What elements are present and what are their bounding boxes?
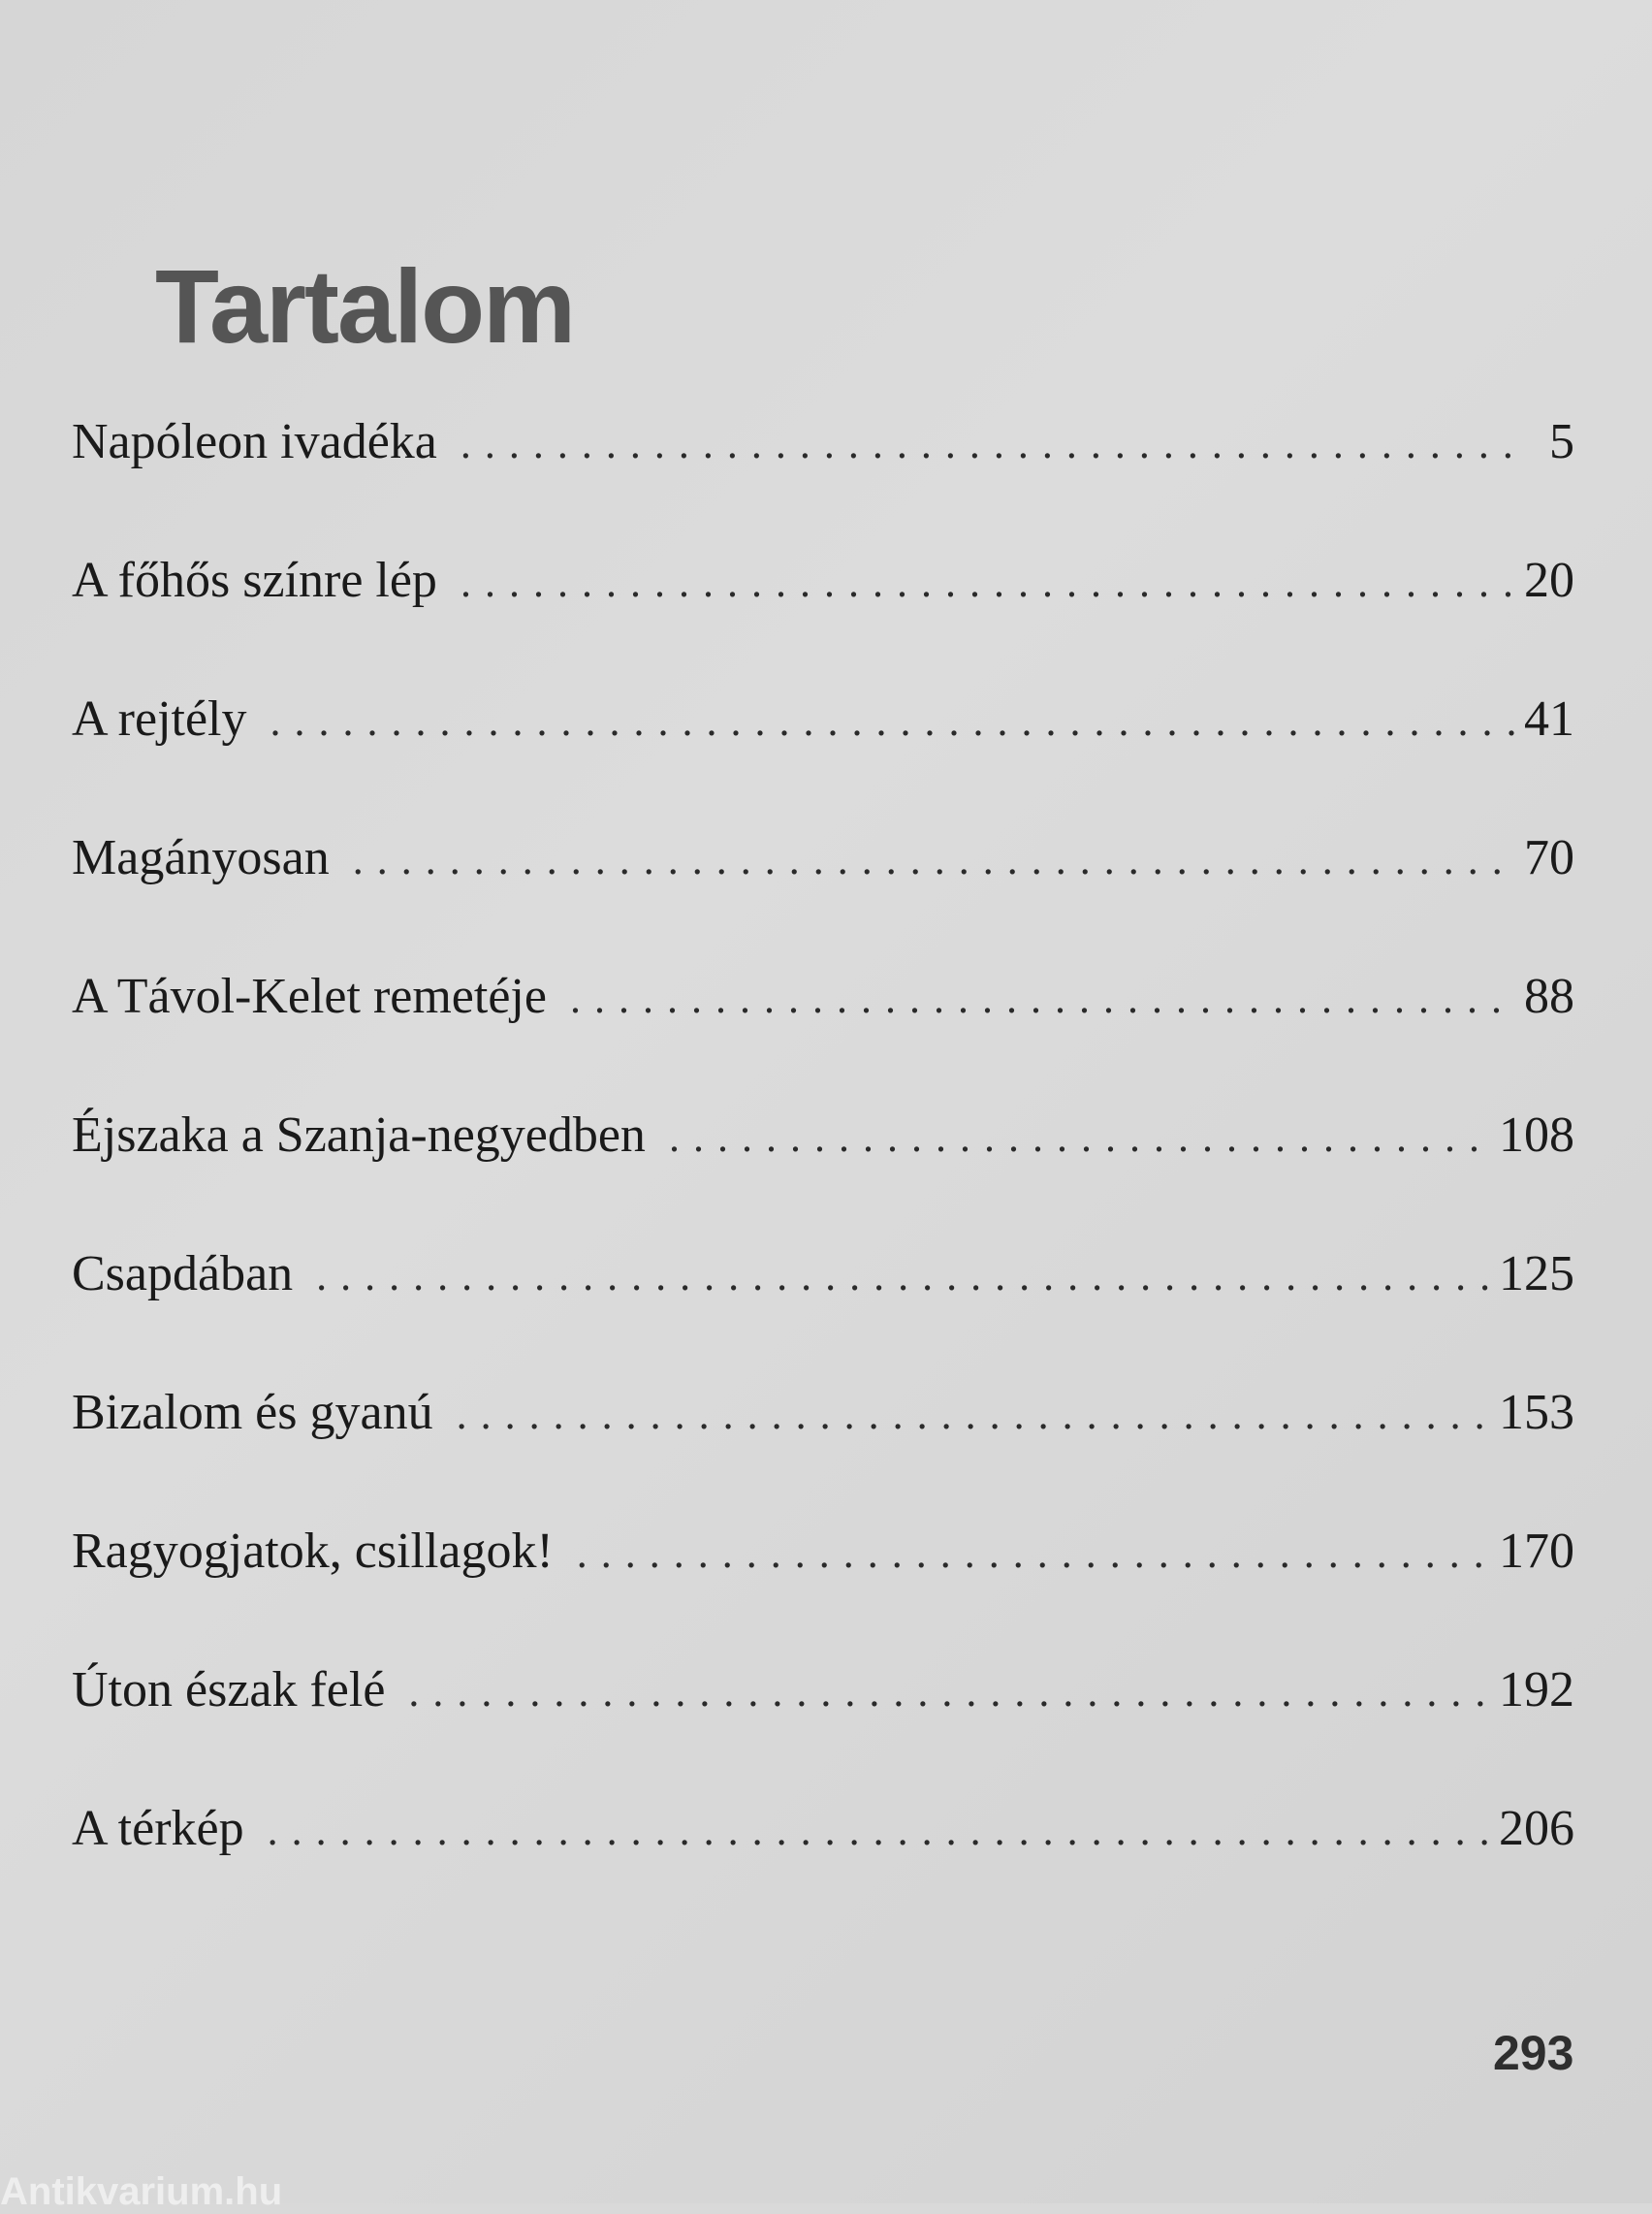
toc-entry (72, 830, 1574, 972)
toc-dot-leader (457, 1394, 1491, 1436)
toc-dot-leader (268, 1810, 1491, 1852)
toc-entry (72, 1107, 1574, 1249)
toc-entry-page: 125 (1499, 1246, 1574, 1301)
toc-entry (72, 1662, 1574, 1804)
toc-entry (72, 1526, 1574, 1665)
toc-entry-page: 88 (1524, 969, 1574, 1024)
toc-dot-leader (461, 423, 1528, 465)
toc-entry-page: 153 (1499, 1385, 1574, 1440)
toc-entry (72, 1385, 1574, 1526)
toc-dot-leader (353, 839, 1516, 882)
toc-entry-title: Bizalom és gyanú (72, 1385, 433, 1440)
toc-dot-leader (316, 1255, 1491, 1298)
toc-entry-page: 206 (1499, 1801, 1574, 1856)
toc-dot-leader (669, 1116, 1491, 1159)
toc-entry (72, 1801, 1574, 1942)
toc-entry-title: Napóleon ivadéka (72, 414, 437, 469)
toc-entry-page: 70 (1524, 830, 1574, 885)
toc-entry-page: 20 (1524, 553, 1574, 608)
toc-entry-title: Magányosan (72, 830, 330, 885)
toc-dot-leader (570, 978, 1516, 1020)
toc-entry-page: 192 (1499, 1662, 1574, 1717)
toc-entry-title: Úton észak felé (72, 1662, 386, 1717)
toc-dot-leader (408, 1671, 1491, 1714)
toc-dot-leader (577, 1532, 1491, 1575)
toc-entry-title: A térkép (72, 1801, 244, 1856)
toc-entry-page: 5 (1549, 414, 1574, 469)
page-number: 293 (1493, 2026, 1574, 2080)
toc-entry-title: A Távol-Kelet remetéje (72, 969, 547, 1024)
toc-dot-leader (270, 700, 1516, 743)
toc-entry (72, 553, 1574, 694)
toc-entry (72, 969, 1574, 1110)
toc-entry-page: 108 (1499, 1107, 1574, 1163)
toc-entry-title: Ragyogjatok, csillagok! (72, 1524, 554, 1579)
page-title: Tartalom (155, 247, 575, 366)
toc-entry-title: A főhős színre lép (72, 553, 437, 608)
toc-entry (72, 414, 1574, 556)
toc-entry-title: Csapdában (72, 1246, 294, 1301)
toc-dot-leader (461, 562, 1516, 604)
toc-entry (72, 691, 1574, 833)
toc-entry-title: Éjszaka a Szanja-negyedben (72, 1107, 646, 1163)
watermark: Antikvarium.hu (0, 2170, 283, 2213)
toc-entry-page: 170 (1499, 1524, 1574, 1579)
toc-entry (72, 1246, 1574, 1388)
toc-entry-page: 41 (1524, 691, 1574, 747)
toc-entry-title: A rejtély (72, 691, 247, 747)
table-of-contents (72, 414, 1574, 1942)
